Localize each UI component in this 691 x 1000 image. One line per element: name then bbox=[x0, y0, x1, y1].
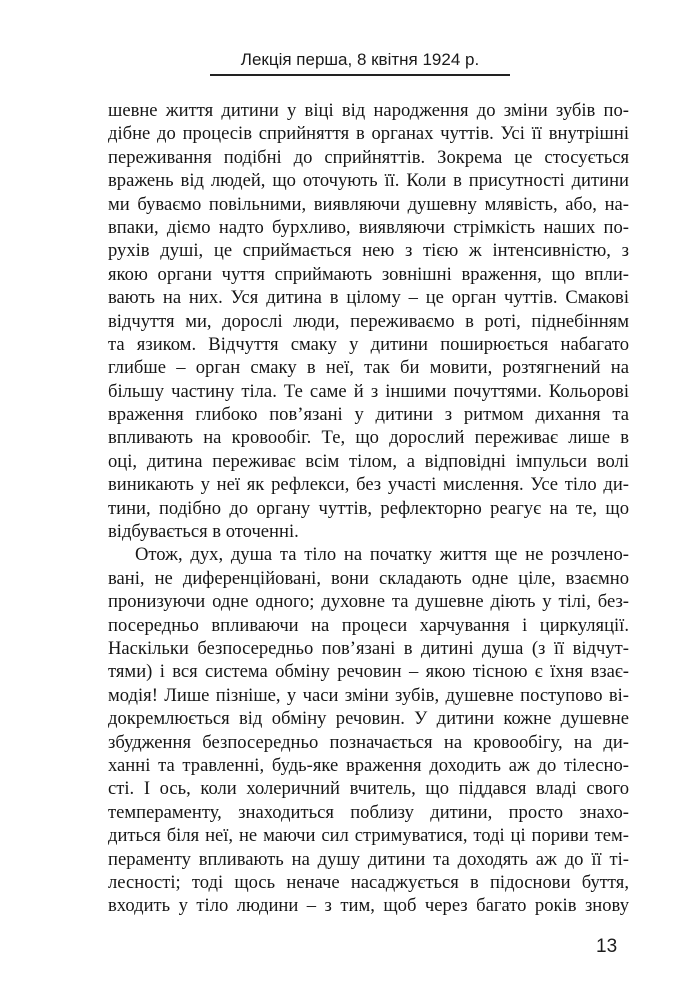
text-line: сті. І ось, коли холеричний вчитель, що піддався владі свого bbox=[108, 778, 629, 800]
text-line: відбувається в оточенні. bbox=[108, 521, 299, 543]
text-line: глибше – орган смаку в неї, так би мовити, розтягнений на bbox=[108, 357, 629, 379]
text-line: рухів душі, це сприймається нею з тією ж інтенсивністю, з bbox=[108, 240, 629, 262]
text-line: пронизуючи одне одного; духовне та душевне діють у тілі, без- bbox=[108, 591, 629, 613]
text-line: виникають у неї як рефлекси, без участі мислення. Усе тіло ди- bbox=[108, 474, 629, 496]
text-line: Наскільки безпосередньо пов’язані в дитині душа (з її відчут- bbox=[108, 637, 629, 659]
text-line: враження глибоко пов’язані у дитини з ритмом дихання та bbox=[108, 404, 629, 426]
text-line: диться біля неї, не маючи сил стримуватися, тоді ці пориви тем- bbox=[108, 825, 629, 847]
text-line: вані, не диференційовані, вони складають одне ціле, взаємно bbox=[108, 567, 629, 589]
text-line: відчуття ми, дорослі люди, переживаємо в роті, піднебінням bbox=[108, 310, 629, 332]
text-line: докремлюється від обміну речовин. У дитини кожне душевне bbox=[108, 708, 629, 730]
text-line: ханні та травленні, будь-яке враження доходить аж до тілесно- bbox=[108, 754, 629, 776]
text-line: більшу частину тіла. Те саме й з іншими почуттями. Кольорові bbox=[108, 380, 629, 402]
text-line: збудження безпосередньо позначається на кровообігу, на ди- bbox=[108, 731, 629, 753]
text-line: шевне життя дитини у віці від народження до зміни зубів по- bbox=[108, 100, 629, 121]
text-line: тями) і вся система обміну речовин – якою тісною є їхня взає- bbox=[108, 661, 629, 683]
text-line: дібне до процесів сприйняття в органах чуттів. Усі її внутрішні bbox=[108, 123, 629, 145]
text-line: вражень від людей, що оточують її. Коли в присутності дитини bbox=[108, 170, 629, 192]
text-line: ми буваємо повільними, виявляючи душевну млявість, або, на- bbox=[108, 193, 629, 215]
text-line: впаки, діємо надто бурхливо, виявляючи стрімкість наших по- bbox=[108, 216, 629, 238]
text-line: тини, подібно до органу чуттів, рефлекторно реагує на те, що bbox=[108, 497, 629, 519]
text-line: Отож, дух, душа та тіло на початку життя ще не розчлено- bbox=[135, 544, 629, 566]
text-line: оці, дитина переживає всім тілом, а відповідні імпульси волі bbox=[108, 450, 629, 472]
text-line: вають на них. Уся дитина в цілому – це орган чуттів. Смакові bbox=[108, 287, 629, 309]
page-number: 13 bbox=[596, 936, 618, 957]
text-line: пераменту впливають на душу дитини та доходять аж до її ті- bbox=[108, 848, 629, 870]
body-text bbox=[108, 99, 629, 918]
text-line: темпераменту, знаходиться поблизу дитини, просто знахо- bbox=[108, 801, 629, 823]
text-line: якою органи чуття сприймають зовнішні враження, що впли- bbox=[108, 263, 629, 285]
text-line: впливають на кровообіг. Те, що дорослий переживає лише в bbox=[108, 427, 629, 449]
running-header: Лекція перша, 8 квітня 1924 р. bbox=[210, 50, 510, 76]
text-line: переживання подібні до сприйняттів. Зокрема це стосується bbox=[108, 146, 629, 168]
text-line: лесності; тоді щось неначе насаджується в підоснови буття, bbox=[108, 871, 629, 893]
text-line: та язиком. Відчуття смаку у дитини поширюється набагато bbox=[108, 333, 629, 355]
text-line: модія! Лише пізніше, у часи зміни зубів, душевне поступово ві- bbox=[108, 684, 629, 706]
text-line: входить у тіло людини – з тим, щоб через багато років знову bbox=[108, 895, 629, 917]
text-line: посередньо впливаючи на процеси харчування і циркуляції. bbox=[108, 614, 629, 636]
